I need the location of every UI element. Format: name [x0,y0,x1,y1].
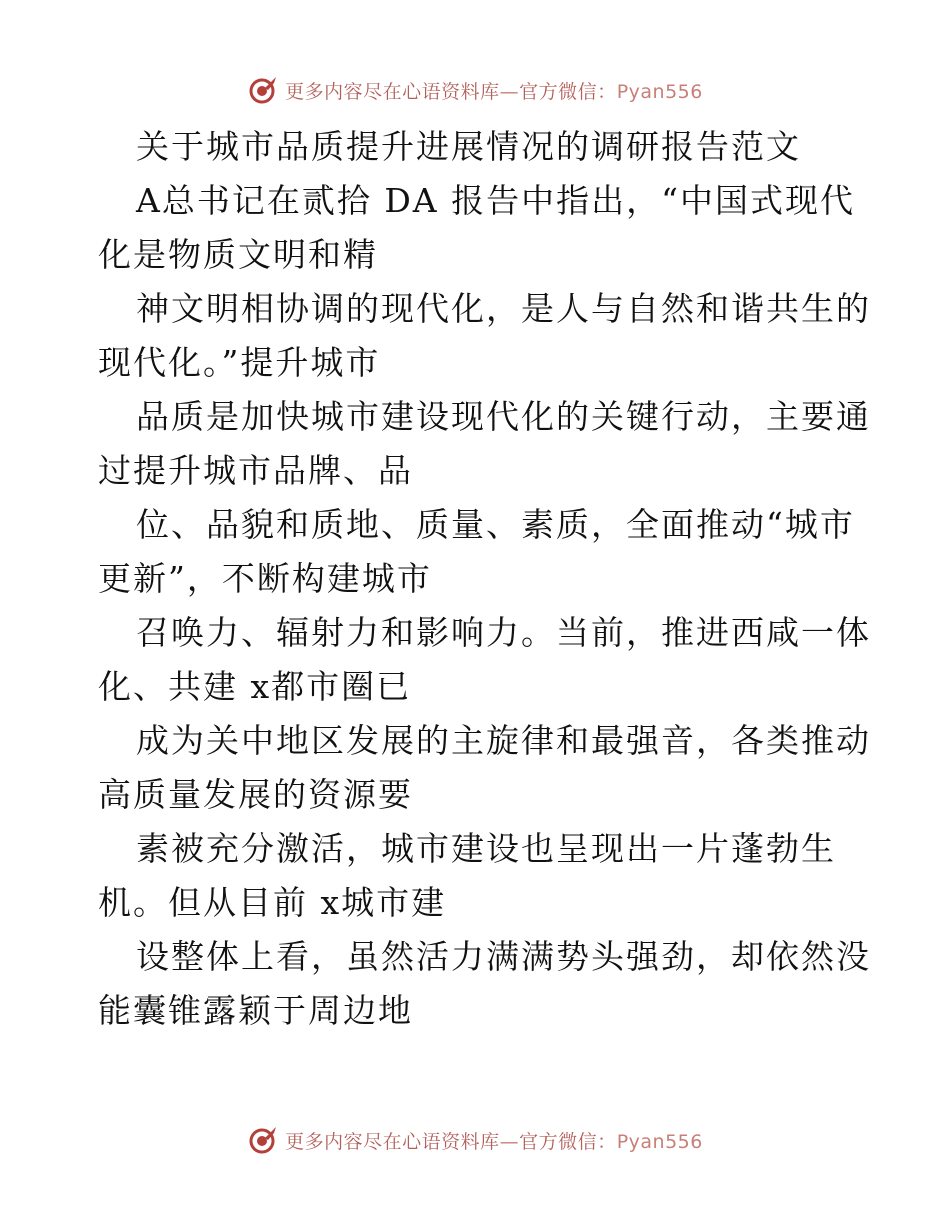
paragraph-line: 机。但从目前 x城市建 [98,883,447,922]
banner-wechat-id: Pyan556 [616,80,703,103]
banner-dash: — [499,1130,520,1153]
paragraph-line: 能囊锥露颖于周边地 [98,991,413,1030]
banner-wechat-label: 官方微信： [519,80,617,103]
paragraph-line: 成为关中地区发展的主旋律和最强音，各类推动 [136,721,871,760]
banner-main-text: 更多内容尽在心语资料库 [285,1130,500,1153]
paragraph-line: 设整体上看，虽然活力满满势头强劲，却依然没 [136,937,871,976]
paragraph-line: 神文明相协调的现代化，是人与自然和谐共生的 [136,289,871,328]
document-title: 关于城市品质提升进展情况的调研报告范文 [136,127,801,166]
paragraph-line: 召唤力、辐射力和影响力。当前，推进西咸一体 [136,613,871,652]
banner-dash: — [499,80,520,103]
banner-text [285,1127,703,1154]
banner-wechat-label: 官方微信： [519,1130,617,1153]
paragraph-line: 高质量发展的资源要 [98,775,413,814]
quill-logo-icon [247,1124,279,1156]
banner-main-text: 更多内容尽在心语资料库 [285,80,500,103]
document-body [98,120,871,1038]
paragraph-line: 化是物质文明和精 [98,235,378,274]
paragraph-line: 更新”，不断构建城市 [98,559,432,598]
paragraph-line: 过提升城市品牌、品 [98,451,413,490]
paragraph-line: 现代化。”提升城市 [98,343,381,382]
paragraph-line: 品质是加快城市建设现代化的关键行动，主要通 [136,397,871,436]
footer-banner [0,1120,950,1160]
paragraph-line: 化、共建 x都市圈已 [98,667,412,706]
header-banner [0,70,950,110]
quill-logo-icon [247,74,279,106]
banner-text [285,77,703,104]
paragraph-line: A总书记在贰拾 DA 报告中指出，“中国式现代 [136,181,855,220]
banner-wechat-id: Pyan556 [616,1130,703,1153]
paragraph-line: 位、品貌和质地、质量、素质，全面推动“城市 [136,505,855,544]
paragraph-line: 素被充分激活，城市建设也呈现出一片蓬勃生 [136,829,836,868]
